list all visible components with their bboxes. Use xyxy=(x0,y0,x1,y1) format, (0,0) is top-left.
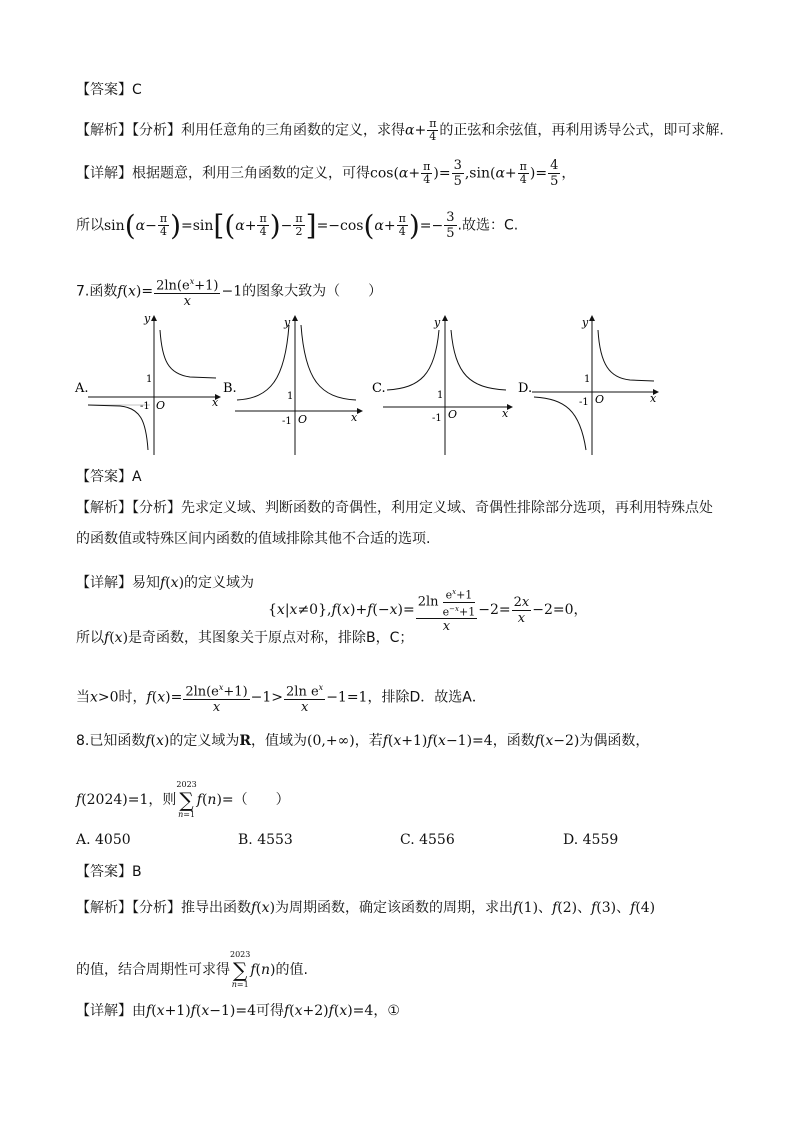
q6-sin-expr: ,sin(α+ xyxy=(464,165,517,182)
q8-sum-sign: 2023 ∑ n=1 xyxy=(176,780,197,819)
q6-frac-4-5: $\frac{4}{5}$ xyxy=(550,158,559,189)
q7-minus-2: −2= xyxy=(478,602,511,619)
graph-a-y-label: y xyxy=(144,312,151,325)
q8-detail-text-c: ，① xyxy=(373,1003,400,1019)
q6-pi-over-4: $\frac{\pi}{4}$ xyxy=(429,117,437,143)
q7-detail-text-3a: 当 xyxy=(76,689,90,706)
option-a-label: A. xyxy=(75,381,89,396)
q7-fx-b: f(x) xyxy=(104,630,129,646)
graph-a-x-label: x xyxy=(212,396,219,409)
graph-c-y-label: y xyxy=(434,316,441,329)
q7-detail-text-3c: ，排除D．故选A． xyxy=(367,689,486,706)
q6-detail-text-b: 所以 xyxy=(76,217,104,234)
q7-analysis-text-1: 先求定义域、判断函数的奇偶性，利用定义域、奇偶性排除部分选项，再利用特殊点处 xyxy=(181,500,713,516)
graph-d-origin: O xyxy=(595,393,605,406)
q6-eq1: )= xyxy=(433,165,451,182)
q8-f-values: f(1)、f(2)、f(3)、f(4) xyxy=(513,900,656,916)
detail-tag: 【详解】 xyxy=(76,165,132,182)
q8-analysis-line-1 xyxy=(76,898,655,918)
q7-stem-b: 的图象大致为（ ） xyxy=(242,283,383,300)
q7-main-frac: $\frac{2\ln(e^x+1)}{x}$ xyxy=(154,274,220,309)
q6-pi-over-4-sin: $\frac{\pi}{4}$ xyxy=(519,160,527,186)
q7-fx-c: f(x)= xyxy=(146,689,183,706)
q6-cos-expr: cos(α+ xyxy=(370,165,421,182)
q7-eq-zero: −2=0， xyxy=(532,602,588,619)
q8-stem-d: ，若 xyxy=(354,733,383,749)
q6-answer-value: C xyxy=(132,82,142,98)
q7-detail-text-2: 是奇函数，其图象关于原点对称，排除B，C； xyxy=(128,630,414,646)
graph-b-x-label: x xyxy=(351,411,358,424)
q8-stem-e: ，函数 xyxy=(492,733,535,749)
fenxi-tag: 【分析】 xyxy=(132,900,181,916)
analysis-tag: 【解析】 xyxy=(76,900,132,916)
q7-detail-text-1b: 的定义域为 xyxy=(184,575,255,591)
detail-tag: 【详解】 xyxy=(76,575,132,591)
q7-detail-line-3 xyxy=(76,680,486,715)
q6-frac-3-5: $\frac{3}{5}$ xyxy=(453,158,462,189)
q6-detail-end: .故选：C. xyxy=(457,217,519,234)
q6-expr-mid3: ]=−cos(α+ xyxy=(305,208,396,242)
graph-d[interactable] xyxy=(518,316,658,455)
q7-x-gt-0: x>0 xyxy=(90,689,119,706)
q7-minus-one: −1 xyxy=(221,283,243,300)
fenxi-tag: 【分析】 xyxy=(132,500,181,516)
graph-b-tick-neg1: -1 xyxy=(282,416,292,427)
q8-stem-b: 的定义域为 xyxy=(169,733,240,749)
q6-detail-line-2 xyxy=(76,210,518,241)
q6-pi-over-4-cos: $\frac{\pi}{4}$ xyxy=(423,160,431,186)
q8-analysis-text-2a: 的值，结合周期性可求得 xyxy=(76,962,230,978)
q7-stem-a: 7.函数 xyxy=(76,283,118,300)
q7-analysis-line-2 xyxy=(76,529,430,549)
q8-detail-rel-1: f(x+1)f(x−1)=4 xyxy=(146,1003,256,1019)
answer-tag: 【答案】 xyxy=(76,469,132,485)
q7-odd-frac: 2ln $\frac{e^x+1}{e^{-x}+1}$ x xyxy=(417,588,476,635)
q7-analysis-line-1 xyxy=(76,498,713,518)
graph-b-tick-1: 1 xyxy=(287,391,294,402)
q8-detail-rel-2: f(x+2)f(x)=4 xyxy=(283,1003,374,1019)
q8-fn: f(n)= xyxy=(196,792,234,808)
answer-tag: 【答案】 xyxy=(76,864,132,880)
q6-analysis-text-a: 利用任意角的三角函数的定义，求得 xyxy=(181,122,405,139)
q8-relation: f(x+1)f(x−1)=4 xyxy=(382,733,493,749)
graph-d-tick-1: 1 xyxy=(584,374,591,385)
q7-detail-text-3b: 时， xyxy=(118,689,147,706)
graph-c-origin: O xyxy=(448,408,458,421)
q6-expr-mid: )=sin[(α+ xyxy=(170,208,257,242)
q8-detail-text-b: 可得 xyxy=(255,1003,284,1019)
q8-fx: f(x) xyxy=(145,733,170,749)
q7-analysis-text-2: 的函数值或特殊区间内函数的值域排除其他不合适的选项. xyxy=(76,531,431,547)
graph-d-curve-right xyxy=(598,330,654,381)
q7-ineq-end: −1=1 xyxy=(326,689,368,706)
q6-pi4-b: $\frac{\pi}{4}$ xyxy=(259,212,267,238)
q8-stem-g: ，则 xyxy=(148,792,177,808)
q6-expr-mid2: )− xyxy=(269,208,293,242)
option-c-label: C. xyxy=(372,381,386,396)
graph-d-tick-neg1: -1 xyxy=(579,397,589,408)
q8-fx-b: f(x) xyxy=(251,900,276,916)
graph-b-origin: O xyxy=(298,413,308,426)
q8-answer-line xyxy=(76,862,142,882)
q6-analysis-text-b: 的正弦和余弦值，再利用诱导公式，即可求解. xyxy=(439,122,724,139)
q8-option-a[interactable]: A. 4050 xyxy=(76,832,131,848)
q7-answer-line xyxy=(76,467,142,487)
q8-option-d[interactable]: D. 4559 xyxy=(563,832,619,848)
q7-detail-line-2 xyxy=(76,628,413,648)
q7-answer-value: A xyxy=(132,469,142,485)
q6-pi2: $\frac{\pi}{2}$ xyxy=(295,212,303,238)
graph-c-tick-1: 1 xyxy=(437,390,444,401)
q6-expr-end: )=− xyxy=(408,208,444,242)
q6-frac-3-5b: $\frac{3}{5}$ xyxy=(446,210,455,241)
detail-tag: 【详解】 xyxy=(76,1003,132,1019)
graph-c-curve-right xyxy=(451,330,506,390)
q8-stem-h: （ ） xyxy=(233,792,290,808)
q7-ineq-mid: −1> xyxy=(250,689,284,706)
q8-analysis-text-1a: 推导出函数 xyxy=(181,900,251,916)
graph-c-x-label: x xyxy=(502,407,509,420)
graph-a-tick-neg1: -1 xyxy=(140,401,150,412)
option-d-label: D. xyxy=(518,381,533,396)
q8-analysis-text-2b: 的值. xyxy=(275,962,308,978)
q8-stem-a: 8.已知函数 xyxy=(76,733,146,749)
q8-f2024: f(2024)=1 xyxy=(76,792,149,808)
q6-eq2: )= xyxy=(529,165,548,182)
q6-comma: ， xyxy=(561,165,576,182)
q7-frac-2x-x: $\frac{2x}{x}$ xyxy=(513,594,530,626)
fenxi-tag: 【分析】 xyxy=(132,122,181,139)
graph-d-x-label: x xyxy=(650,392,657,405)
q8-stem-line-1 xyxy=(76,731,649,751)
q8-sum-sign-b: 2023 ∑ n=1 xyxy=(230,950,251,989)
q6-answer-line xyxy=(76,80,142,100)
q7-detail-text-1a: 易知 xyxy=(132,575,160,591)
graph-a-origin: O xyxy=(156,399,166,412)
q8-analysis-line-2 xyxy=(76,950,308,990)
graph-d-y-label: y xyxy=(582,316,589,329)
q7-detail-line-1 xyxy=(76,573,254,593)
q6-sin-alpha-minus: sin(α− xyxy=(104,208,157,242)
q8-option-c[interactable]: C. 4556 xyxy=(400,832,455,848)
analysis-tag: 【解析】 xyxy=(76,500,132,516)
q8-detail-text-a: 由 xyxy=(132,1003,146,1019)
q7-stem xyxy=(76,274,382,309)
q8-fn-b: f(n) xyxy=(250,962,276,978)
q8-even-fn: f(x−2) xyxy=(534,733,580,749)
q8-analysis-text-1b: 为周期函数，确定该函数的周期，求出 xyxy=(275,900,514,916)
graph-c-tick-neg1: -1 xyxy=(432,413,442,424)
graph-a[interactable] xyxy=(74,312,220,455)
graph-a-tick-1: 1 xyxy=(146,374,153,385)
q8-detail-line xyxy=(76,1001,400,1021)
answer-tag: 【答案】 xyxy=(76,82,132,98)
q7-fx: f(x)= xyxy=(117,283,154,300)
graph-b-curve-right xyxy=(301,325,356,400)
option-b-label: B. xyxy=(223,381,237,396)
graph-b[interactable] xyxy=(223,316,362,455)
graph-b-y-label: y xyxy=(284,316,291,329)
graph-a-curve-left xyxy=(88,405,148,450)
q8-range: (0,+∞) xyxy=(307,733,355,749)
q8-stem-c: ，值域为 xyxy=(251,733,308,749)
graph-c-curve-left xyxy=(387,330,439,390)
q8-answer-value: B xyxy=(132,864,142,880)
q6-detail-line-1 xyxy=(76,158,575,189)
q7-frac-ineq-b: $\frac{2\ln e^x}{x}$ xyxy=(284,680,325,715)
q6-analysis-line xyxy=(76,118,724,143)
q8-stem-f: 为偶函数， xyxy=(579,733,650,749)
q6-alpha-expr: α+ xyxy=(405,122,427,139)
q6-pi4-a: $\frac{\pi}{4}$ xyxy=(159,212,168,238)
graph-b-curve-left xyxy=(237,325,289,400)
q7-fx-a: f(x) xyxy=(160,575,185,591)
q6-pi4-c: $\frac{\pi}{4}$ xyxy=(398,212,406,238)
q6-detail-text-a: 根据题意，利用三角函数的定义，可得 xyxy=(132,165,370,182)
q7-detail-text-2pre: 所以 xyxy=(76,630,104,646)
q7-graph-options xyxy=(70,310,670,460)
q7-domain-set: {x|x≠0},f(x)+f(−x)= xyxy=(268,602,415,619)
q8-R: R xyxy=(239,733,252,749)
graph-c[interactable] xyxy=(372,316,512,455)
analysis-tag: 【解析】 xyxy=(76,122,132,139)
q8-stem-line-2 xyxy=(76,780,290,820)
q7-frac-ineq-a: $\frac{2\ln(e^x+1)}{x}$ xyxy=(183,680,249,715)
q8-option-b[interactable]: B. 4553 xyxy=(238,832,293,848)
graph-a-curve-right xyxy=(160,330,216,378)
